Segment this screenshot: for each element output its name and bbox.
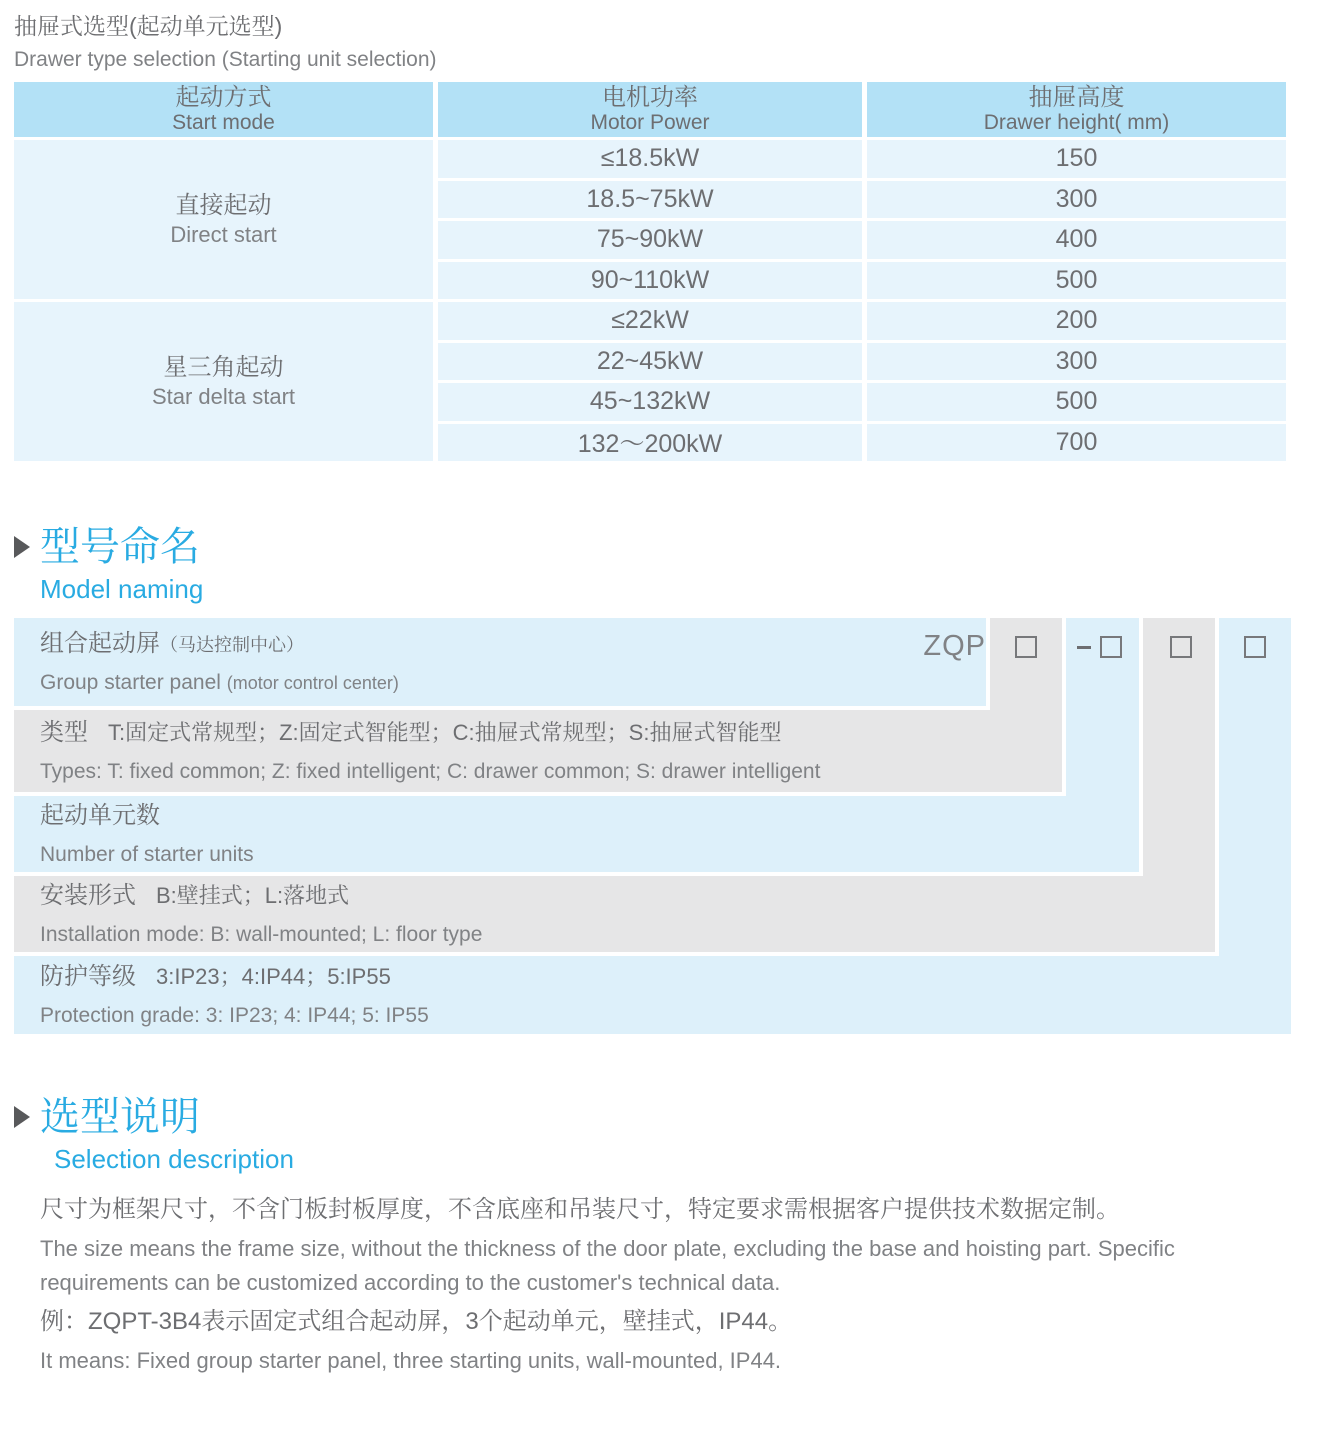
table-cell-power: 45~132kW [438,383,862,421]
column-header-start-mode [14,82,433,137]
model-row-desc-zh: B:壁挂式；L:落地式 [156,882,350,908]
section-title-zh: 型号命名 [40,525,200,569]
table-cell-height: 700 [867,424,1286,462]
example-paragraph-zh: 例：ZQPT-3B4表示固定式组合起动屏，3个起动单元，壁挂式，IP44。 [40,1308,793,1335]
model-row-desc-zh: T:固定式常规型；Z:固定式智能型；C:抽屉式常规型；S:抽屉式智能型 [108,719,782,745]
column-header-zh: 起动方式 [175,84,272,111]
model-row-label-zh: 类型 [40,718,88,746]
model-row-installation [14,876,1215,952]
mode-label-en: Star delta start [151,384,296,409]
model-row-note-en: (motor control center) [226,672,399,693]
table-cell-height: 500 [867,262,1286,300]
table-cell-height: 300 [867,343,1286,381]
model-row-protection [14,956,1291,1034]
column-header-drawer-height [867,82,1286,137]
table-cell-height: 150 [867,140,1286,178]
table-cell-height: 200 [867,302,1286,340]
dash-icon [1077,646,1091,649]
model-row-label-en: Protection grade: 3: IP23; 4: IP44; 5: IP55 [40,1003,429,1027]
model-digit-box-icon [1015,636,1037,658]
table-cell-power: 90~110kW [438,262,862,300]
model-row-label-en: Types: T: fixed common; Z: fixed intelligent; C: drawer common; S: drawer intelligent [40,759,821,783]
section-title-zh: 选型说明 [40,1095,200,1139]
model-row-label-zh: 安装形式 [40,881,136,909]
model-digit-box-icon [1100,636,1122,658]
model-digit-box-icon [1170,636,1192,658]
model-row-note-zh: （马达控制中心） [160,634,304,655]
section-title-en: Selection description [54,1144,294,1174]
table-cell-power: ≤22kW [438,302,862,340]
table-cell-mode-direct-start [14,140,433,299]
table-cell-power: 75~90kW [438,221,862,259]
model-row-label-en: Number of starter units [40,842,254,866]
table-cell-power: 18.5~75kW [438,181,862,219]
model-digit-strip-3 [1143,618,1215,952]
example-paragraph-en: It means: Fixed group starter panel, three starting units, wall-mounted, IP44. [40,1348,782,1373]
table-cell-power: 22~45kW [438,343,862,381]
model-digit-box-icon [1244,636,1266,658]
document-title-zh: 抽屉式选型(起动单元选型) [14,13,283,39]
section-arrow-icon [14,536,30,558]
model-row-label-zh: 起动单元数 [40,801,160,829]
model-row-starter-units [14,796,1139,872]
table-cell-height: 500 [867,383,1286,421]
drawer-selection-table [14,82,1286,461]
document-title [14,8,437,72]
document-title-en: Drawer type selection (Starting unit selection) [14,48,437,71]
column-header-en: Drawer height( mm) [983,111,1170,134]
column-header-en: Start mode [172,111,275,134]
column-header-zh: 电机功率 [602,84,698,111]
section-arrow-icon [14,1106,30,1128]
model-row-label-zh: 组合起动屏 [40,629,160,657]
table-cell-power: 132～200kW [438,424,862,462]
model-code-label: ZQP [923,630,986,662]
mode-label-en: Direct start [170,222,277,247]
description-paragraph-en: The size means the frame size, without the thickness of the door plate, excluding the base and hoisting part. Specific requirements can be customized according to the customer's technical data. [40,1236,1175,1295]
section-title-en: Model naming [40,574,204,604]
column-header-en: Motor Power [590,111,710,134]
table-cell-mode-star-delta-start [14,302,433,461]
table-cell-height: 400 [867,221,1286,259]
mode-label-zh: 星三角起动 [163,354,284,381]
column-header-motor-power [438,82,862,137]
model-row-label-zh: 防护等级 [40,962,136,990]
model-row-label-en: Group starter panel [40,670,221,694]
table-cell-height: 300 [867,181,1286,219]
selection-description-text [40,1192,1294,1382]
section-model-naming-heading [14,524,203,605]
section-selection-description-heading [14,1094,294,1175]
model-digit-strip-4 [1219,618,1291,1034]
description-paragraph-zh: 尺寸为框架尺寸，不含门板封板厚度，不含底座和吊装尺寸，特定要求需根据客户提供技术数据定制。 [40,1196,1120,1223]
model-row-type [14,710,1062,792]
mode-label-zh: 直接起动 [175,192,272,219]
model-row-desc-zh: 3:IP23；4:IP44；5:IP55 [156,963,391,989]
table-cell-power: ≤18.5kW [438,140,862,178]
model-row-label-en: Installation mode: B: wall-mounted; L: floor type [40,922,483,946]
column-header-zh: 抽屉高度 [1028,84,1125,111]
model-row-product [14,618,986,706]
